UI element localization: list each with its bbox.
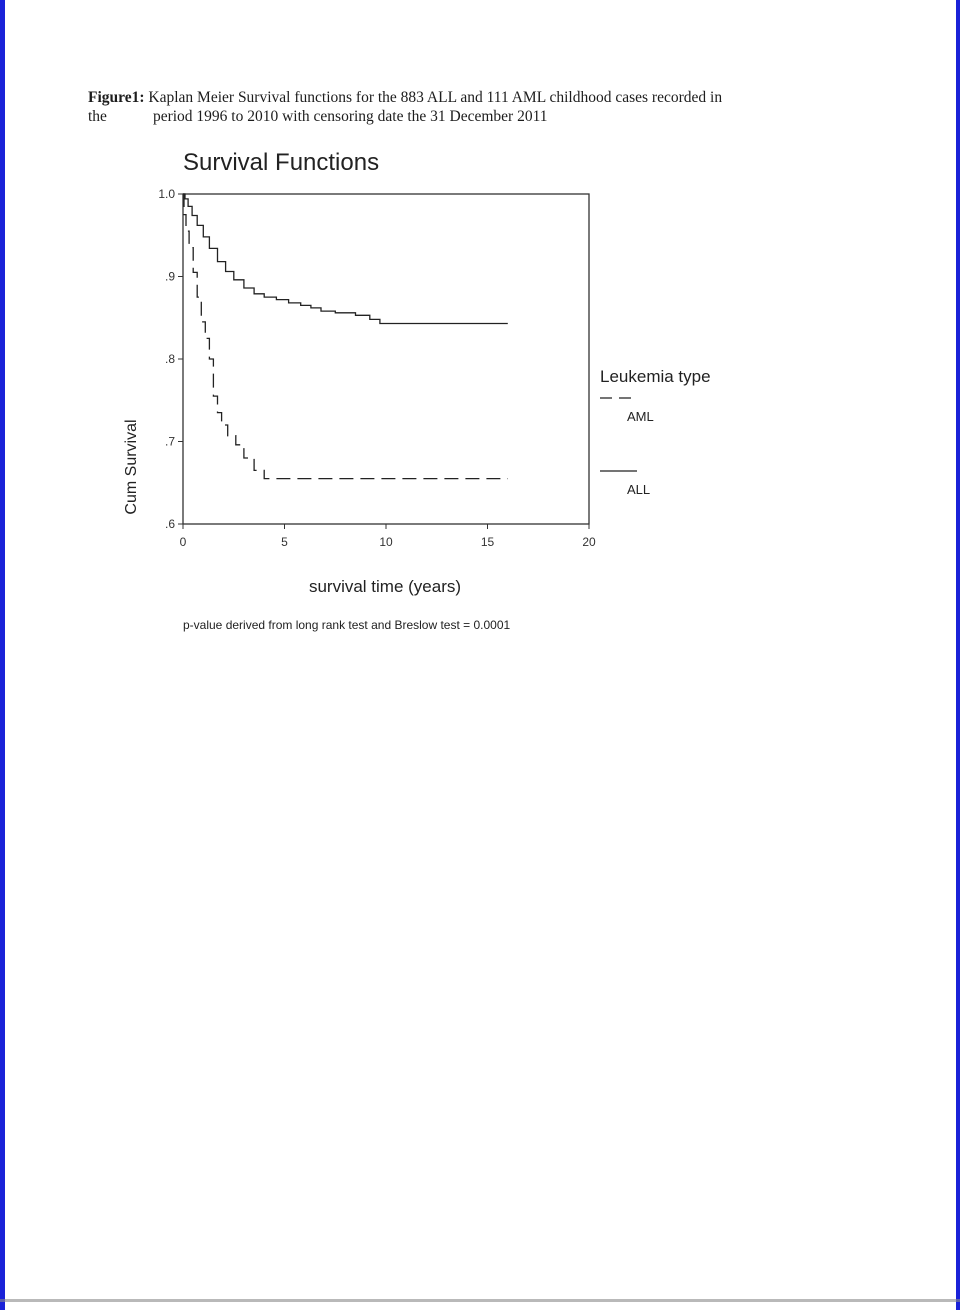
legend-title: Leukemia type [600, 367, 711, 386]
chart-title: Survival Functions [183, 149, 380, 176]
x-tick-label: 15 [480, 535, 495, 549]
x-axis-label: survival time (years) [308, 577, 462, 596]
chart-footnote: p-value derived from long rank test and Breslow test = 0.0001 [183, 618, 511, 632]
caption-line2-rest: period 1996 to 2010 with censoring date the 31 December 2011 [152, 108, 548, 125]
y-tick-label: 1.0 [158, 187, 175, 201]
x-tick-label: 5 [281, 535, 288, 549]
y-tick-label: .8 [164, 352, 175, 366]
x-tick-label: 10 [379, 535, 393, 549]
y-tick-label: .6 [164, 517, 175, 531]
x-tick-label: 0 [179, 535, 187, 549]
caption-line1: Kaplan Meier Survival functions for the 883 ALL and 111 AML childhood cases recorded in [148, 89, 723, 106]
plot-frame [183, 194, 589, 524]
y-tick-label: .7 [164, 434, 175, 449]
series-line-all [183, 194, 508, 324]
caption-line2-start: the [88, 108, 107, 125]
x-tick-label: 20 [582, 535, 596, 549]
series-line-aml [183, 194, 508, 479]
caption-label: Figure1: [88, 89, 145, 106]
y-axis-label: Cum Survival [123, 419, 140, 515]
y-tick-label: .9 [164, 269, 175, 284]
legend-label-aml: AML [627, 409, 654, 424]
legend-label-all: ALL [627, 482, 651, 497]
